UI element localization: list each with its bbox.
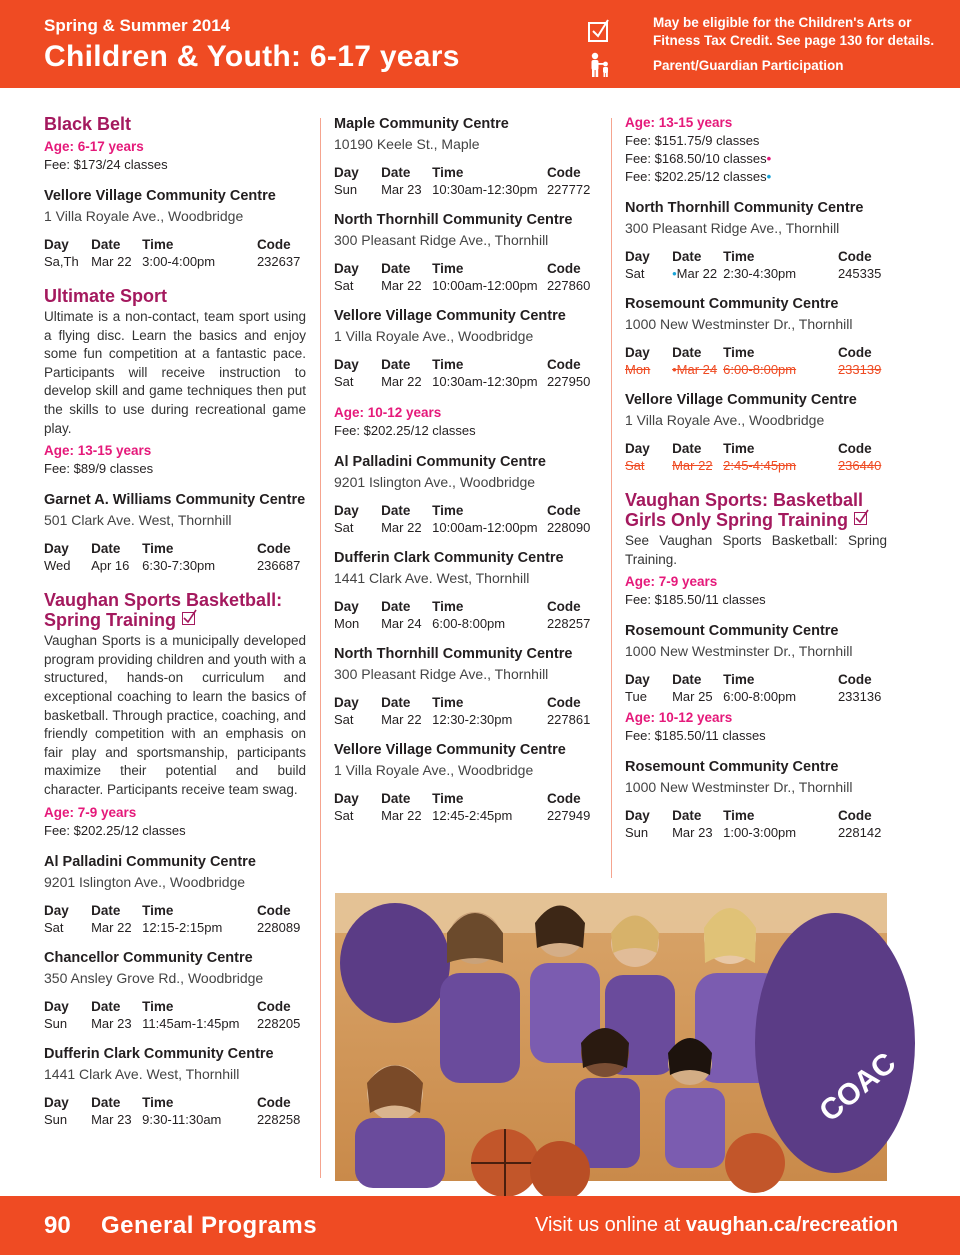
fee: Fee: $185.50/11 classes [625, 728, 766, 744]
day-header: Day [334, 599, 359, 614]
schedule-table-cancelled [625, 440, 887, 474]
website-note [535, 1214, 898, 1237]
location-block [44, 852, 306, 936]
code-value: 228257 [546, 616, 591, 631]
day-value: Sat [44, 919, 64, 935]
location-address: 9201 Islington Ave., Woodbridge [44, 873, 246, 890]
time-value: 6:30-7:30pm [142, 558, 216, 574]
program-title: Black Belt [44, 114, 132, 134]
code-header: Code [256, 1094, 291, 1110]
fee: Fee: $202.25/12 classes [334, 423, 476, 438]
website-link[interactable]: vaughan.ca/recreation [685, 1214, 899, 1236]
code-header: Code [546, 695, 581, 710]
fee: Fee: $185.50/11 classes [625, 592, 766, 608]
parent-child-icon [588, 52, 612, 78]
day-header: Day [44, 902, 69, 918]
schedule-table [44, 236, 306, 270]
date-value: Mar 23 [91, 1015, 132, 1031]
program-title: Ultimate Sport [44, 286, 168, 306]
time-header: Time [432, 165, 464, 180]
date-value: Apr 16 [91, 558, 130, 574]
schedule-table [625, 248, 887, 282]
day-value: Sat [625, 458, 645, 473]
schedule-table [334, 164, 596, 198]
time-value: 1:00-3:00pm [723, 825, 797, 841]
day-value: Sa,Th [44, 254, 79, 269]
fee: Fee: $151.75/9 classes [625, 133, 760, 148]
fee [625, 168, 887, 186]
date-header: Date [381, 261, 411, 276]
date-value: Mar 24 [381, 616, 422, 631]
pink-dot-icon: • [766, 151, 772, 166]
time-value: 6:00-8:00pm [723, 689, 797, 705]
day-header: Day [334, 503, 359, 518]
fee: Fee: $202.25/12 classes [44, 822, 186, 838]
location-block [44, 186, 306, 270]
location-address: 1000 New Westminster Dr., Thornhill [625, 779, 853, 796]
date-header: Date [672, 441, 702, 456]
location-name: North Thornhill Community Centre [625, 200, 864, 216]
date-value: Mar 22 [381, 278, 422, 293]
program-title-line2: Spring Training [44, 610, 177, 631]
tax-credit-note: May be eligible for the Children's Arts or Fitness Tax Credit. See page 130 for details. [653, 15, 935, 48]
code-header: Code [546, 599, 581, 614]
location-address: 300 Pleasant Ridge Ave., Thornhill [625, 220, 840, 236]
code-header: Code [546, 791, 581, 806]
day-value: Sun [44, 1111, 68, 1127]
code-header: Code [546, 503, 581, 518]
cyan-dot-icon: • [672, 266, 677, 281]
day-header: Day [625, 441, 650, 456]
location-name: Maple Community Centre [334, 116, 509, 132]
code-value: 227950 [546, 374, 591, 389]
program-title-line1: Vaughan Sports: Basketball [625, 490, 864, 510]
program-title-line2: Girls Only Spring Training [625, 510, 849, 530]
date-header: Date [91, 998, 121, 1014]
location-address: 300 Pleasant Ridge Ave., Thornhill [334, 666, 549, 682]
program-title-line1: Vaughan Sports Basketball: [44, 590, 283, 611]
code-value: 227860 [546, 278, 591, 293]
location-block [44, 948, 306, 1032]
time-header: Time [142, 998, 174, 1014]
schedule-table [44, 1094, 306, 1128]
location-name: Al Palladini Community Centre [334, 454, 546, 470]
code-value: 232637 [256, 254, 301, 269]
location-address: 1000 New Westminster Dr., Thornhill [625, 643, 853, 660]
page-footer [0, 1196, 960, 1255]
checkbox-icon [588, 22, 608, 42]
date-header: Date [91, 541, 121, 557]
location-block [625, 198, 887, 282]
location-address: 1 Villa Royale Ave., Woodbridge [334, 328, 534, 344]
program-description: See Vaughan Sports Basketball: Spring Training. [625, 533, 887, 567]
date-value: Mar 23 [672, 825, 713, 841]
code-header: Code [837, 345, 872, 360]
location-address: 1441 Clark Ave. West, Thornhill [334, 570, 530, 586]
day-header: Day [625, 672, 650, 688]
page-header [0, 0, 960, 88]
date-header: Date [381, 357, 411, 372]
date-header: Date [91, 237, 121, 252]
location-name: Rosemount Community Centre [625, 296, 839, 312]
schedule-table [44, 902, 306, 936]
time-header: Time [432, 695, 464, 710]
fee-text: Fee: $168.50/10 classes [625, 151, 767, 166]
location-address: 10190 Keele St., Maple [334, 136, 480, 152]
location-address: 1441 Clark Ave. West, Thornhill [44, 1065, 240, 1082]
time-header: Time [723, 441, 755, 456]
time-value: 2:30-4:30pm [723, 266, 797, 281]
day-header: Day [625, 249, 650, 264]
schedule-table [334, 694, 596, 728]
location-block [44, 1044, 306, 1128]
cyan-dot-icon: • [766, 169, 772, 184]
time-value: 10:00am-12:00pm [432, 278, 538, 293]
code-value: 233136 [837, 689, 882, 705]
time-value: 12:15-2:15pm [142, 919, 223, 935]
time-header: Time [432, 357, 464, 372]
date-header: Date [672, 249, 702, 264]
location-name: North Thornhill Community Centre [334, 212, 573, 228]
day-value: Sun [334, 182, 358, 197]
location-name: Rosemount Community Centre [625, 623, 839, 640]
code-header: Code [837, 808, 872, 824]
time-value: 9:30-11:30am [142, 1111, 222, 1127]
date-value: •Mar 24 [672, 362, 718, 377]
time-value: 3:00-4:00pm [142, 254, 216, 269]
location-block [625, 294, 887, 378]
location-address: 1 Villa Royale Ave., Woodbridge [625, 412, 825, 428]
code-value: 233139 [837, 362, 882, 377]
date-value: Mar 22 [381, 374, 422, 389]
age-range: Age: 7-9 years [44, 804, 137, 820]
schedule-table [334, 260, 596, 294]
location-block [625, 390, 887, 474]
day-header: Day [625, 345, 650, 360]
time-header: Time [723, 249, 755, 264]
date-header: Date [672, 345, 702, 360]
location-address: 300 Pleasant Ridge Ave., Thornhill [334, 232, 549, 248]
schedule-table [334, 356, 596, 390]
website-prefix: Visit us online at [535, 1214, 686, 1236]
time-header: Time [432, 791, 464, 806]
section-title: General Programs [101, 1212, 318, 1239]
jersey-text: COAC [813, 1046, 903, 1129]
basketball-team-photo [335, 893, 903, 1181]
day-value: Sat [334, 278, 354, 293]
date-value: Mar 22 [672, 458, 713, 473]
code-value: 227861 [546, 712, 591, 727]
day-header: Day [44, 541, 69, 557]
code-value: 228142 [837, 825, 882, 841]
code-header: Code [546, 261, 581, 276]
date-value: Mar 22 [381, 520, 422, 535]
day-header: Day [334, 791, 359, 806]
day-value: Sat [334, 374, 354, 389]
date-value: Mar 22 [381, 808, 422, 823]
time-header: Time [723, 345, 755, 360]
schedule-table [334, 598, 596, 632]
day-header: Day [44, 1094, 69, 1110]
location-block [334, 452, 596, 536]
location-name: Rosemount Community Centre [625, 759, 839, 776]
location-name: North Thornhill Community Centre [334, 646, 573, 662]
time-value: 6:00-8:00pm [432, 616, 506, 631]
column-divider [611, 118, 612, 878]
code-header: Code [837, 672, 872, 688]
day-value: Sat [334, 808, 354, 823]
column-1 [44, 114, 306, 1128]
location-name: Vellore Village Community Centre [334, 308, 566, 324]
time-value: 10:30am-12:30pm [432, 182, 538, 197]
date-value: Mar 22 [91, 919, 132, 935]
day-value: Mon [334, 616, 360, 631]
age-range: Age: 10-12 years [334, 405, 442, 420]
age-range: Age: 13-15 years [44, 443, 152, 459]
day-header: Day [625, 808, 650, 824]
code-header: Code [256, 998, 291, 1014]
code-value: 236687 [256, 558, 301, 574]
day-header: Day [44, 237, 69, 252]
checkbox-icon [182, 612, 195, 625]
schedule-table [44, 998, 306, 1032]
code-header: Code [256, 237, 291, 252]
schedule-table [334, 502, 596, 536]
date-header: Date [91, 902, 121, 918]
day-value: Wed [44, 558, 71, 574]
code-header: Code [256, 541, 291, 557]
code-value: 228205 [256, 1015, 301, 1031]
date-header: Date [91, 1094, 121, 1110]
date-header: Date [672, 672, 702, 688]
column-3 [625, 114, 887, 841]
code-header: Code [546, 357, 581, 372]
time-header: Time [142, 541, 174, 557]
date-value: Mar 22 [381, 712, 422, 727]
time-header: Time [723, 672, 755, 688]
location-address: 1 Villa Royale Ave., Woodbridge [334, 762, 534, 778]
time-header: Time [142, 1094, 174, 1110]
code-value: 228089 [256, 919, 301, 935]
code-value: 227949 [546, 808, 591, 823]
fee-text: Fee: $202.25/12 classes [625, 169, 767, 184]
date-value: Mar 23 [91, 1111, 132, 1127]
date-header: Date [381, 791, 411, 806]
schedule-table [625, 807, 887, 841]
location-name: Vellore Village Community Centre [625, 392, 857, 408]
day-header: Day [334, 165, 359, 180]
season-label: Spring & Summer 2014 [44, 16, 231, 35]
fee: Fee: $173/24 classes [44, 157, 168, 172]
date-value: Mar 25 [672, 689, 713, 705]
program-description: Ultimate is a non-contact, team sport using a flying disc. Learn the basics and enjoy some fun competition at a fantastic pace. Participants will receive instruction to develop skill and game techniques then put the skills to use during recreational game play. [44, 309, 306, 436]
time-header: Time [723, 808, 755, 824]
date-header: Date [381, 503, 411, 518]
time-value: 11:45am-1:45pm [142, 1015, 240, 1031]
location-name: Al Palladini Community Centre [44, 853, 256, 870]
location-address: 9201 Islington Ave., Woodbridge [334, 474, 536, 490]
location-name: Dufferin Clark Community Centre [334, 550, 564, 566]
location-address: 1 Villa Royale Ave., Woodbridge [44, 208, 244, 224]
location-block [334, 548, 596, 632]
program-title [44, 590, 306, 630]
code-header: Code [546, 165, 581, 180]
code-header: Code [256, 902, 291, 918]
location-name: Chancellor Community Centre [44, 949, 253, 966]
age-range: Age: 13-15 years [625, 115, 733, 130]
code-value: 228090 [546, 520, 591, 535]
day-value: Sat [625, 266, 645, 281]
date-value: Mar 22 [91, 254, 132, 269]
schedule-table-cancelled [625, 344, 887, 378]
day-value: Sat [334, 712, 354, 727]
column-2 [334, 114, 596, 824]
time-header: Time [432, 261, 464, 276]
dot-icon: • [672, 362, 677, 377]
date-header: Date [381, 695, 411, 710]
day-header: Day [44, 998, 69, 1014]
time-value: 2:45-4:45pm [723, 458, 797, 473]
checkbox-icon [854, 512, 867, 525]
code-value: 245335 [837, 266, 882, 281]
time-header: Time [142, 237, 174, 252]
location-address: 501 Clark Ave. West, Thornhill [44, 512, 232, 529]
page-number: 90 [44, 1212, 71, 1239]
location-block [334, 210, 596, 294]
day-value: Sat [334, 520, 354, 535]
date-header: Date [672, 808, 702, 824]
date-header: Date [381, 599, 411, 614]
date-value: •Mar 22 [672, 266, 718, 281]
date-value: Mar 23 [381, 182, 422, 197]
schedule-table [625, 671, 887, 705]
time-value: 12:45-2:45pm [432, 808, 513, 823]
time-header: Time [432, 599, 464, 614]
location-address: 1000 New Westminster Dr., Thornhill [625, 316, 853, 332]
age-range: Age: 6-17 years [44, 139, 144, 154]
location-block [334, 644, 596, 728]
location-block [625, 621, 887, 705]
code-header: Code [837, 441, 872, 456]
location-name: Garnet A. Williams Community Centre [44, 492, 306, 509]
day-value: Sun [625, 825, 649, 841]
page-title: Children & Youth: 6-17 years [44, 40, 460, 73]
code-value: 227772 [546, 182, 591, 197]
location-address: 350 Ansley Grove Rd., Woodbridge [44, 969, 264, 986]
code-header: Code [837, 249, 872, 264]
column-divider [320, 118, 321, 1178]
day-value: Sun [44, 1015, 68, 1031]
schedule-table [44, 540, 306, 574]
code-value: 228258 [256, 1111, 301, 1127]
code-value: 236440 [837, 458, 882, 473]
time-header: Time [432, 503, 464, 518]
time-value: 10:30am-12:30pm [432, 374, 538, 389]
location-block [625, 757, 887, 841]
date-header: Date [381, 165, 411, 180]
location-block [334, 740, 596, 824]
time-value: 6:00-8:00pm [723, 362, 797, 377]
fee [625, 150, 887, 168]
location-name: Vellore Village Community Centre [44, 188, 276, 204]
location-name: Dufferin Clark Community Centre [44, 1045, 274, 1062]
location-block [44, 490, 306, 574]
day-header: Day [334, 695, 359, 710]
program-title [625, 490, 887, 530]
parent-participation-note: Parent/Guardian Participation [653, 58, 844, 73]
time-value: 12:30-2:30pm [432, 712, 513, 727]
location-block [334, 306, 596, 390]
fee: Fee: $89/9 classes [44, 461, 154, 477]
program-description: Vaughan Sports is a municipally developed program providing children and youth with a structured, hands-on curriculum and exceptional coaching to learn the basics of basketball. Through practice, coaching, and friendly competition with an emphasis on fair play and sportsmanship, participants maximize their potential and build character. Participants receive team swag. [44, 633, 306, 797]
day-header: Day [334, 357, 359, 372]
time-header: Time [142, 902, 174, 918]
location-block [334, 114, 596, 198]
age-range: Age: 7-9 years [625, 574, 718, 590]
day-header: Day [334, 261, 359, 276]
location-name: Vellore Village Community Centre [334, 742, 566, 758]
age-range: Age: 10-12 years [625, 710, 733, 726]
day-value: Tue [625, 689, 647, 705]
time-value: 10:00am-12:00pm [432, 520, 538, 535]
day-value: Mon [625, 362, 651, 377]
schedule-table [334, 790, 596, 824]
